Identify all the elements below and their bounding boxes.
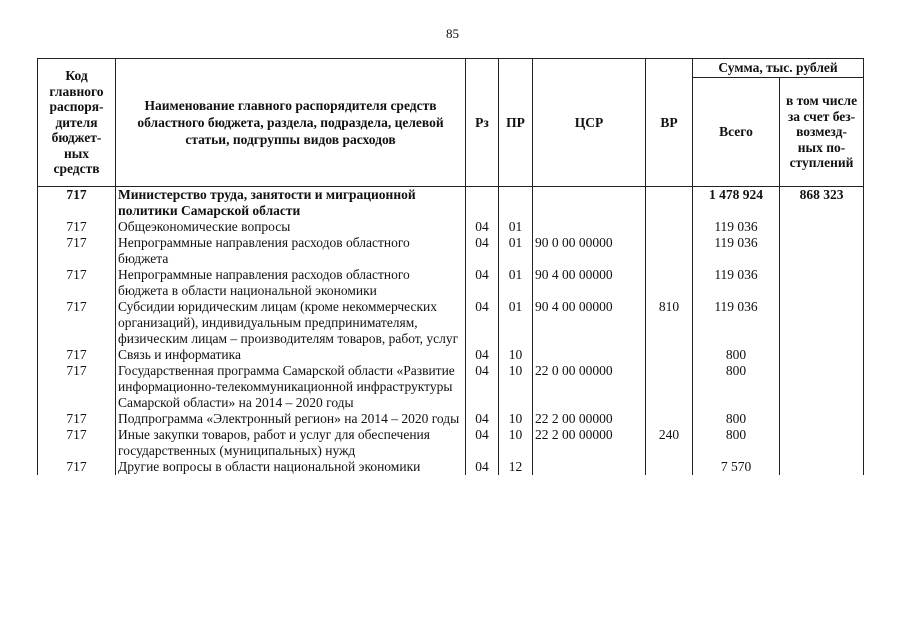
table-body [38,187,864,476]
cell-total: 7 570 [693,459,780,475]
cell-pr [499,187,533,220]
table-row [38,299,864,347]
cell-code: 717 [38,411,116,427]
table-row [38,427,864,459]
cell-rz: 04 [466,219,499,235]
cell-incl [780,267,864,299]
cell-vr [646,187,693,220]
cell-incl [780,219,864,235]
cell-total: 119 036 [693,267,780,299]
cell-csr: 90 0 00 00000 [533,235,646,267]
cell-csr [533,219,646,235]
cell-code: 717 [38,187,116,220]
cell-incl: 868 323 [780,187,864,220]
cell-rz: 04 [466,347,499,363]
cell-pr: 10 [499,411,533,427]
cell-code: 717 [38,235,116,267]
cell-csr [533,459,646,475]
header-total: Всего [693,78,780,187]
cell-rz: 04 [466,363,499,411]
cell-total: 1 478 924 [693,187,780,220]
table-row [38,363,864,411]
cell-pr: 01 [499,219,533,235]
cell-total: 119 036 [693,219,780,235]
cell-total: 800 [693,427,780,459]
cell-csr: 22 2 00 00000 [533,427,646,459]
cell-name: Подпрограмма «Электронный регион» на 2014 – 2020 годы [116,411,466,427]
cell-vr [646,235,693,267]
cell-name: Непрограммные направления расходов областного бюджета в области национальной экономики [116,267,466,299]
cell-vr: 810 [646,299,693,347]
cell-rz [466,187,499,220]
cell-total: 800 [693,347,780,363]
cell-pr: 01 [499,267,533,299]
cell-code: 717 [38,219,116,235]
cell-name: Непрограммные направления расходов областного бюджета [116,235,466,267]
cell-vr: 240 [646,427,693,459]
cell-csr: 22 2 00 00000 [533,411,646,427]
cell-vr [646,347,693,363]
cell-name: Иные закупки товаров, работ и услуг для обеспечения государственных (муниципальных) нужд [116,427,466,459]
header-code: Код главного распоря- дителя бюджет- ных средств [38,59,116,187]
header-name: Наименование главного распорядителя средств областного бюджета, раздела, подраздела, целевой статьи, подгруппы видов расходов [116,59,466,187]
cell-incl [780,459,864,475]
cell-total: 119 036 [693,235,780,267]
cell-rz: 04 [466,411,499,427]
page-number: 85 [446,26,459,41]
cell-pr: 10 [499,347,533,363]
cell-pr: 01 [499,299,533,347]
cell-total: 800 [693,411,780,427]
header-pr: ПР [499,59,533,187]
cell-rz: 04 [466,459,499,475]
header-rz: Рз [466,59,499,187]
cell-code: 717 [38,347,116,363]
cell-code: 717 [38,299,116,347]
cell-name: Общеэкономические вопросы [116,219,466,235]
cell-rz: 04 [466,235,499,267]
cell-pr: 10 [499,427,533,459]
cell-total: 800 [693,363,780,411]
cell-incl [780,347,864,363]
cell-csr: 90 4 00 00000 [533,267,646,299]
cell-code: 717 [38,267,116,299]
cell-pr: 01 [499,235,533,267]
header-incl: в том числе за счет без- возмезд- ных по- ступлений [780,78,864,187]
cell-csr [533,347,646,363]
cell-rz: 04 [466,427,499,459]
cell-name: Субсидии юридическим лицам (кроме некоммерческих организаций), индивидуальным предпринимателям, физическим лицам – производителям товаров, работ, услуг [116,299,466,347]
table-row [38,267,864,299]
cell-rz: 04 [466,299,499,347]
cell-code: 717 [38,363,116,411]
header-sum-group: Сумма, тыс. рублей [693,59,864,78]
cell-incl [780,299,864,347]
cell-incl [780,411,864,427]
cell-total: 119 036 [693,299,780,347]
cell-code: 717 [38,427,116,459]
cell-vr [646,459,693,475]
cell-rz: 04 [466,267,499,299]
cell-name: Другие вопросы в области национальной экономики [116,459,466,475]
table-row [38,459,864,475]
cell-vr [646,411,693,427]
cell-pr: 12 [499,459,533,475]
cell-name: Связь и информатика [116,347,466,363]
cell-vr [646,219,693,235]
table-row [38,347,864,363]
cell-pr: 10 [499,363,533,411]
cell-incl [780,235,864,267]
cell-incl [780,363,864,411]
budget-table [37,58,864,475]
cell-name: Министерство труда, занятости и миграционной политики Самарской области [116,187,466,220]
cell-vr [646,363,693,411]
cell-name: Государственная программа Самарской области «Развитие информационно-телекоммуникационной инфраструктуры Самарской области» на 2014 – 2020 годы [116,363,466,411]
cell-incl [780,427,864,459]
cell-csr: 90 4 00 00000 [533,299,646,347]
table-row [38,187,864,220]
table-row [38,235,864,267]
cell-csr: 22 0 00 00000 [533,363,646,411]
cell-code: 717 [38,459,116,475]
table-row [38,219,864,235]
header-csr: ЦСР [533,59,646,187]
cell-vr [646,267,693,299]
cell-csr [533,187,646,220]
table-row [38,411,864,427]
header-vr: ВР [646,59,693,187]
